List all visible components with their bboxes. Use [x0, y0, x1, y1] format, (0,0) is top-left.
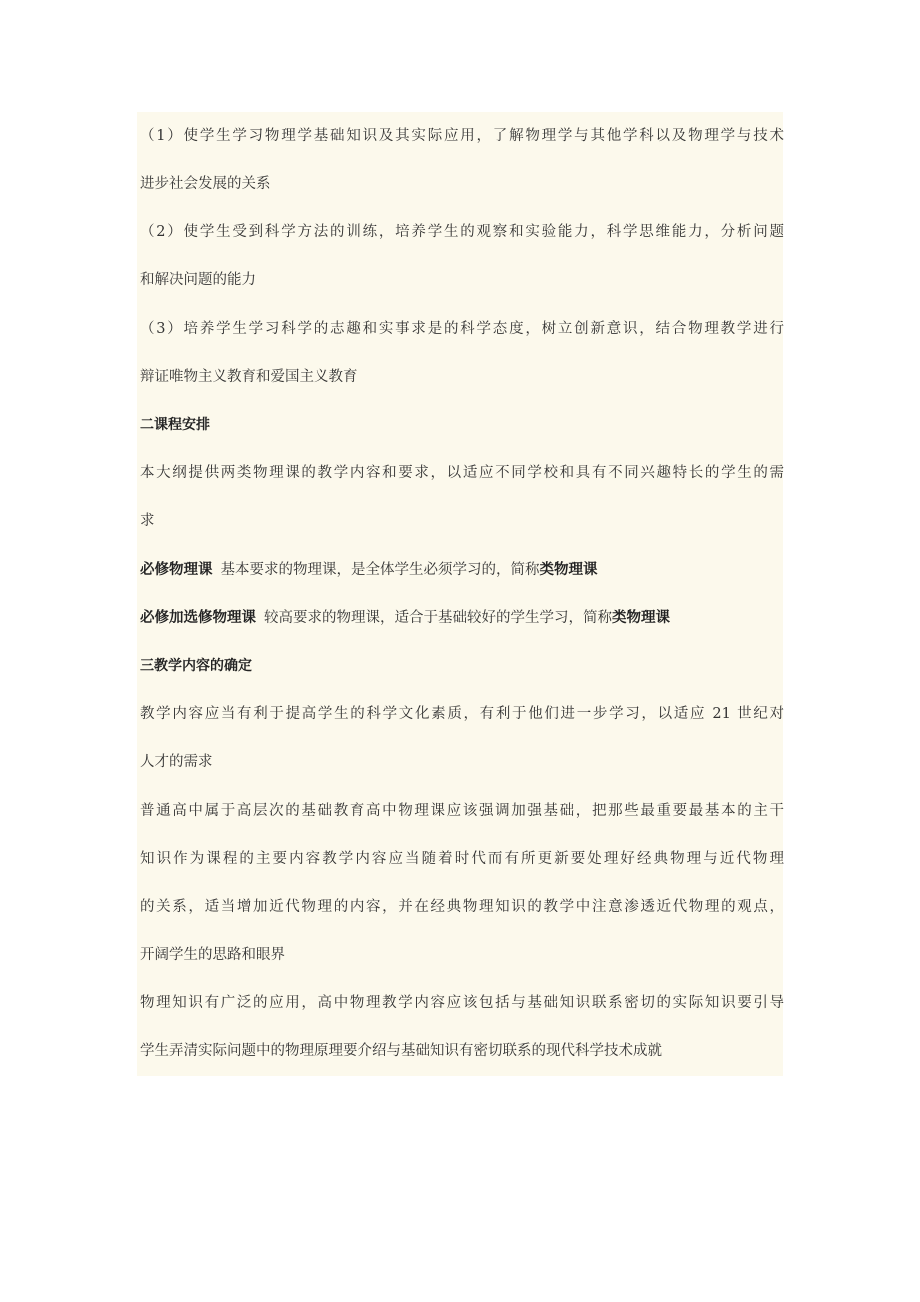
required-course-term: 必修物理课: [140, 561, 213, 578]
elective-course-description: 较高要求的物理课，适合于基础较好的学生学习，简称: [264, 610, 612, 626]
required-course-description: 基本要求的物理课，是全体学生必须学习的，简称: [220, 562, 540, 578]
teaching-content-p2-line-1: 普通高中属于高层次的基础教育高中物理课应该强调加强基础，把那些最重要最基本的主干: [140, 803, 784, 819]
required-course-suffix: 类物理课: [539, 561, 598, 578]
teaching-content-p1-line-2: 人才的需求: [140, 754, 213, 770]
teaching-content-p2-line-2: 知识作为课程的主要内容教学内容应当随着时代而有所更新要处理好经典物理与近代物理: [140, 851, 784, 867]
objective-3-line-1: （3）培养学生学习科学的志趣和实事求是的科学态度，树立创新意识，结合物理教学进行: [140, 321, 784, 337]
course-arrangement-line-2: 求: [140, 513, 155, 529]
course-arrangement-line-1: 本大纲提供两类物理课的教学内容和要求，以适应不同学校和具有不同兴趣特长的学生的需: [140, 465, 784, 481]
section-heading-teaching-content: 三教学内容的确定: [140, 658, 252, 674]
teaching-content-p3-line-2: 学生弄清实际问题中的物理原理要介绍与基础知识有密切联系的现代科学技术成就: [140, 1043, 662, 1059]
teaching-content-p3-line-1: 物理知识有广泛的应用，高中物理教学内容应该包括与基础知识联系密切的实际知识要引导: [140, 995, 784, 1011]
teaching-content-p2-line-4: 开阔学生的思路和眼界: [140, 947, 285, 963]
elective-course-row: [140, 607, 784, 629]
objective-2-line-2: 和解决问题的能力: [140, 272, 256, 288]
teaching-content-p1-line-1: 教学内容应当有利于提高学生的科学文化素质，有利于他们进一步学习，以适应 21 世纪对: [140, 706, 784, 722]
required-course-row: [140, 559, 784, 581]
objective-1-line-1: （1）使学生学习物理学基础知识及其实际应用，了解物理学与其他学科以及物理学与技术: [140, 128, 784, 144]
document-body: [137, 112, 783, 1076]
objective-3-line-2: 辩证唯物主义教育和爱国主义教育: [140, 369, 358, 385]
objective-1-line-2: 进步社会发展的关系: [140, 176, 271, 192]
section-heading-course-arrangement: 二课程安排: [140, 417, 210, 433]
teaching-content-p2-line-3: 的关系，适当增加近代物理的内容，并在经典物理知识的教学中注意渗透近代物理的观点，: [140, 899, 784, 915]
elective-course-term: 必修加选修物理课: [140, 609, 256, 626]
objective-2-line-1: （2）使学生受到科学方法的训练，培养学生的观察和实验能力，科学思维能力，分析问题: [140, 224, 784, 240]
elective-course-suffix: 类物理课: [612, 609, 670, 626]
